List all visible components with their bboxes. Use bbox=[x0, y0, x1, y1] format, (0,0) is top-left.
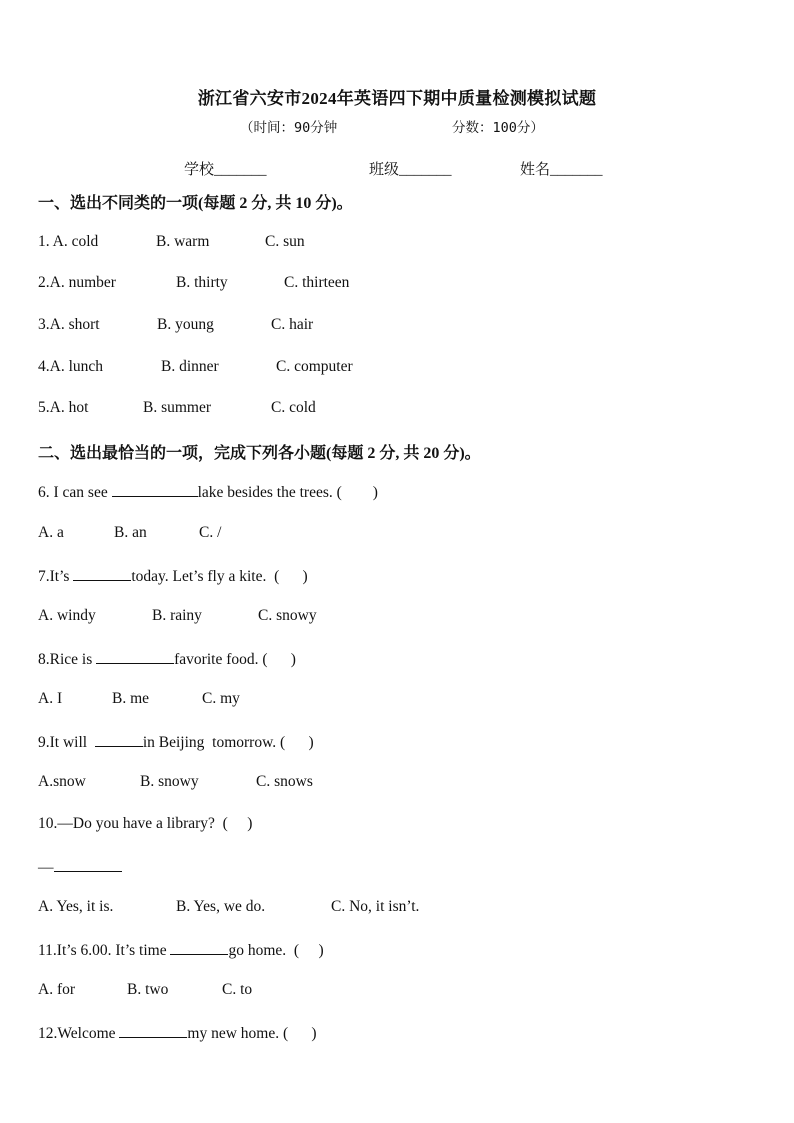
exam-score: 分数：100分） bbox=[452, 120, 544, 136]
q5-option-b: B. summer bbox=[143, 399, 212, 416]
q4-option-c: C. computer bbox=[276, 358, 353, 375]
q8-option-a: A. I bbox=[38, 690, 63, 707]
q6-option-c: C. / bbox=[199, 524, 222, 541]
q9-stem-pre: 9.It will bbox=[38, 734, 95, 751]
q10-blank bbox=[54, 857, 122, 872]
q7-option-c: C. snowy bbox=[258, 607, 317, 624]
q2-option-a: 2.A. number bbox=[38, 274, 116, 291]
q12-blank bbox=[119, 1023, 187, 1038]
q10-answer-line bbox=[38, 857, 122, 877]
q1-option-c: C. sun bbox=[265, 233, 305, 250]
q10-stem: 10.—Do you have a library? ( ) bbox=[38, 815, 253, 832]
q1-option-a: 1. A. cold bbox=[38, 233, 99, 250]
exam-title: 浙江省六安市2024年英语四下期中质量检测模拟试题 bbox=[197, 89, 597, 108]
q10-option-a: A. Yes, it is. bbox=[38, 898, 114, 915]
q5-option-c: C. cold bbox=[271, 399, 316, 416]
q11-option-a: A. for bbox=[38, 981, 76, 998]
name-field: 姓名_______ bbox=[520, 162, 603, 178]
q10-option-b: B. Yes, we do. bbox=[176, 898, 266, 915]
q7-stem-pre: 7.It’s bbox=[38, 568, 74, 585]
q6-blank bbox=[112, 482, 198, 497]
q12-stem-pre: 12.Welcome bbox=[38, 1025, 120, 1042]
q8-blank bbox=[96, 649, 174, 664]
q8-option-b: B. me bbox=[112, 690, 150, 707]
q9-blank bbox=[95, 732, 143, 747]
q12-stem-post: my new home. ( ) bbox=[187, 1025, 317, 1042]
q8-stem-post: favorite food. ( ) bbox=[174, 651, 296, 668]
section2-heading: 二、选出最恰当的一项，完成下列各小题(每题 2 分, 共 20 分)。 bbox=[38, 445, 481, 462]
q8-option-c: C. my bbox=[202, 690, 240, 707]
q9-option-c: C. snows bbox=[256, 773, 313, 790]
q2-option-b: B. thirty bbox=[176, 274, 228, 291]
q4-option-a: 4.A. lunch bbox=[38, 358, 104, 375]
q3-option-b: B. young bbox=[157, 316, 214, 333]
class-field: 班级_______ bbox=[369, 162, 452, 178]
q9-option-b: B. snowy bbox=[140, 773, 199, 790]
q3-option-c: C. hair bbox=[271, 316, 314, 333]
q7-stem-post: today. Let’s fly a kite. ( ) bbox=[131, 568, 308, 585]
q10-option-c: C. No, it isn’t. bbox=[331, 898, 420, 915]
q11-stem-post: go home. ( ) bbox=[228, 942, 324, 959]
q8-stem bbox=[38, 649, 296, 669]
q11-stem-pre: 11.It’s 6.00. It’s time bbox=[38, 942, 171, 959]
exam-meta bbox=[240, 116, 580, 136]
q7-option-a: A. windy bbox=[38, 607, 96, 624]
q6-option-a: A. a bbox=[38, 524, 64, 541]
q9-option-a: A.snow bbox=[38, 773, 86, 790]
q5-option-a: 5.A. hot bbox=[38, 399, 89, 416]
school-field: 学校_______ bbox=[184, 162, 267, 178]
section1-heading: 一、选出不同类的一项(每题 2 分, 共 10 分)。 bbox=[38, 195, 353, 212]
q11-stem bbox=[38, 940, 324, 960]
q7-stem bbox=[38, 566, 308, 586]
q8-stem-pre: 8.Rice is bbox=[38, 651, 97, 668]
q6-stem-post: lake besides the trees. ( ) bbox=[197, 484, 378, 501]
q7-option-b: B. rainy bbox=[152, 607, 202, 624]
q3-option-a: 3.A. short bbox=[38, 316, 100, 333]
q9-stem bbox=[38, 732, 314, 752]
q6-stem-pre: 6. I can see bbox=[38, 484, 112, 501]
q11-option-c: C. to bbox=[222, 981, 253, 998]
q4-option-b: B. dinner bbox=[161, 358, 219, 375]
q1-option-b: B. warm bbox=[156, 233, 210, 250]
q6-stem bbox=[38, 482, 378, 502]
q11-blank bbox=[170, 940, 228, 955]
q10-answer-dash: — bbox=[38, 859, 54, 876]
q7-blank bbox=[73, 566, 131, 581]
q12-stem bbox=[38, 1023, 317, 1043]
exam-time: （时间：90分钟 bbox=[240, 120, 338, 136]
q11-option-b: B. two bbox=[127, 981, 169, 998]
q6-option-b: B. an bbox=[114, 524, 147, 541]
q9-stem-post: in Beijing tomorrow. ( ) bbox=[142, 734, 314, 751]
q2-option-c: C. thirteen bbox=[284, 274, 350, 291]
